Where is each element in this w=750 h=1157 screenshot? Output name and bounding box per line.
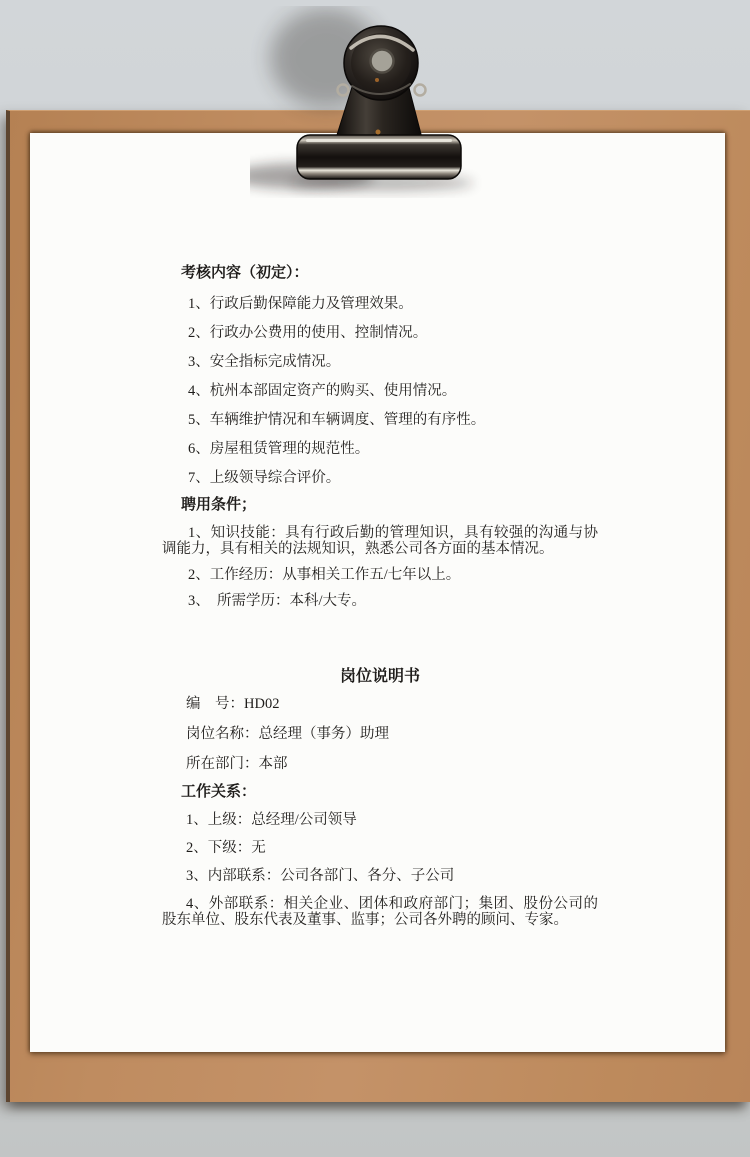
section-heading-assessment: 考核内容（初定）：: [181, 265, 309, 281]
section-heading-relations: 工作关系：: [181, 784, 257, 800]
job-field-department: 所在部门：本部: [186, 756, 288, 772]
binder-clip: [250, 6, 520, 198]
employment-item: 1、知识技能：具有行政后勤的管理知识，具有较强的沟通与协调能力，具有相关的法规知识，熟悉公司各方面的基本情况。: [162, 525, 598, 557]
assessment-item: 7、上级领导综合评价。: [188, 470, 341, 486]
assessment-item: 4、杭州本部固定资产的购买、使用情况。: [188, 383, 457, 399]
job-field-number: 编 号：HD02: [186, 696, 280, 712]
assessment-item: 5、车辆维护情况和车辆调度、管理的有序性。: [188, 412, 486, 428]
clip-knob-hole: [371, 50, 394, 73]
clip-bar-highlight: [306, 139, 452, 142]
assessment-item: 2、行政办公费用的使用、控制情况。: [188, 325, 428, 341]
employment-item: 2、工作经历：从事相关工作五/七年以上。: [188, 567, 461, 583]
clip-neck-dot: [376, 130, 381, 135]
assessment-item: 3、安全指标完成情况。: [188, 354, 341, 370]
document-body: [162, 263, 598, 928]
relation-item: 4、外部联系：相关企业、团体和政府部门；集团、股份公司的股东单位、股东代表及董事、监事；公司各外聘的顾问、专家。: [162, 896, 598, 928]
job-sheet-title: 岗位说明书: [339, 668, 420, 685]
job-field-position: 岗位名称：总经理（事务）助理: [186, 726, 389, 742]
relation-item: 1、上级：总经理/公司领导: [186, 812, 357, 828]
assessment-item: 1、行政后勤保障能力及管理效果。: [188, 296, 413, 312]
section-heading-employment: 聘用条件；: [181, 497, 257, 513]
assessment-item: 6、房屋租赁管理的规范性。: [188, 441, 370, 457]
relation-item: 3、内部联系：公司各部门、各分、子公司: [186, 868, 455, 884]
employment-item: 3、 所需学历：本科/大专。: [188, 593, 367, 609]
clip-hook-right: [415, 85, 426, 96]
clip-rivet-dot: [375, 78, 379, 82]
relation-item: 2、下级：无: [186, 840, 266, 856]
document-paper: [30, 133, 725, 1052]
